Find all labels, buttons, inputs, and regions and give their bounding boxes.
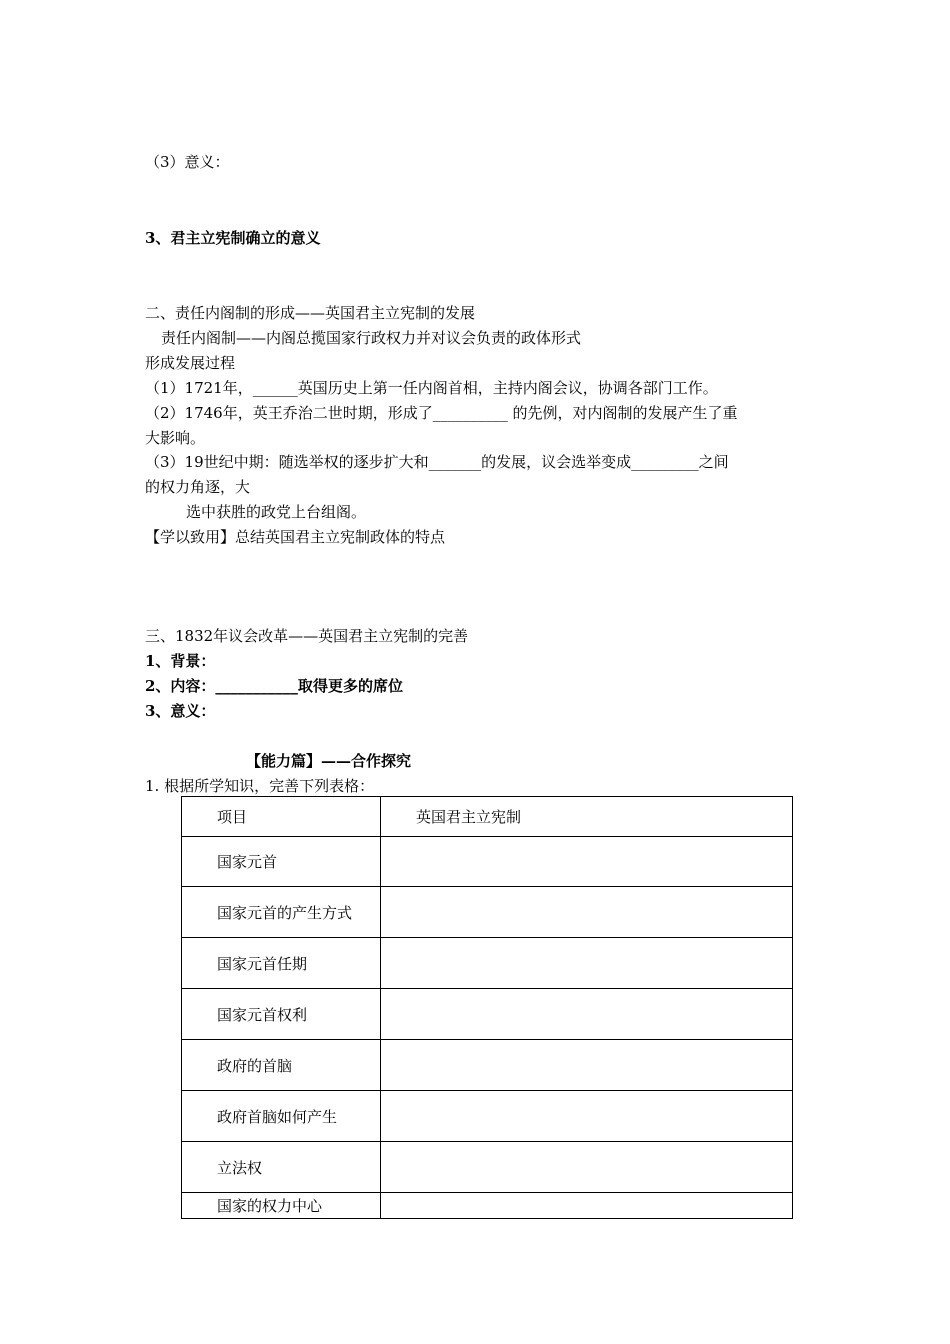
- process-item-3-cont2: 选中获胜的政党上台组阁。: [186, 503, 367, 521]
- process-item-2: （2）1746年，英王乔治二世时期，形成了__________ 的先例，对内阁制的发展产生了重: [145, 404, 738, 422]
- process-title: 形成发展过程: [145, 354, 236, 372]
- process-item-3-cont: 的权力角逐，大: [145, 478, 251, 496]
- table-row: [182, 1091, 793, 1142]
- definition-text: 责任内阁制——内阁总揽国家行政权力并对议会负责的政体形式: [161, 329, 582, 347]
- row-label: 国家元首: [182, 837, 381, 887]
- answer-cell[interactable]: [381, 837, 793, 887]
- header-item: 项目: [182, 797, 381, 837]
- answer-cell[interactable]: [381, 989, 793, 1040]
- row-label: 国家元首权利: [182, 989, 381, 1040]
- content-label: 2、内容：___________取得更多的席位: [145, 677, 403, 695]
- answer-cell[interactable]: [381, 1193, 793, 1219]
- significance-3-label: 3、意义：: [145, 702, 216, 720]
- comparison-table: [181, 796, 793, 1219]
- answer-cell[interactable]: [381, 1040, 793, 1091]
- answer-cell[interactable]: [381, 1091, 793, 1142]
- process-item-2-cont: 大影响。: [145, 429, 206, 447]
- row-label: 立法权: [182, 1142, 381, 1193]
- section-2-heading: 二、责任内阁制的形成——英国君主立宪制的发展: [145, 304, 476, 322]
- table-row: [182, 837, 793, 887]
- table-row: [182, 938, 793, 989]
- table-header-row: [182, 797, 793, 837]
- row-label: 政府的首脑: [182, 1040, 381, 1091]
- table-row: [182, 989, 793, 1040]
- apply-prompt: 【学以致用】总结英国君主立宪制政体的特点: [145, 528, 446, 546]
- ability-title: 【能力篇】——合作探究: [246, 752, 412, 770]
- item-3-heading: 3、君主立宪制确立的意义: [145, 229, 321, 247]
- row-label: 政府首脑如何产生: [182, 1091, 381, 1142]
- table-row: [182, 1193, 793, 1219]
- process-item-1: （1）1721年，______英国历史上第一任内阁首相，主持内阁会议，协调各部门工作。: [145, 379, 718, 397]
- answer-cell[interactable]: [381, 938, 793, 989]
- process-item-3: （3）19世纪中期：随选举权的逐步扩大和_______的发展，议会选举变成_________之间: [145, 453, 729, 471]
- answer-cell[interactable]: [381, 887, 793, 938]
- table-row: [182, 1142, 793, 1193]
- table-question: 1. 根据所学知识，完善下列表格：: [145, 777, 375, 795]
- background-label: 1、背景：: [145, 652, 216, 670]
- row-label: 国家元首的产生方式: [182, 887, 381, 938]
- row-label: 国家元首任期: [182, 938, 381, 989]
- significance-label: （3）意义：: [145, 153, 230, 171]
- row-label: 国家的权力中心: [182, 1193, 381, 1219]
- header-system: 英国君主立宪制: [381, 797, 793, 837]
- section-3-heading: 三、1832年议会改革——英国君主立宪制的完善: [145, 627, 469, 645]
- answer-cell[interactable]: [381, 1142, 793, 1193]
- table-row: [182, 1040, 793, 1091]
- table-row: [182, 887, 793, 938]
